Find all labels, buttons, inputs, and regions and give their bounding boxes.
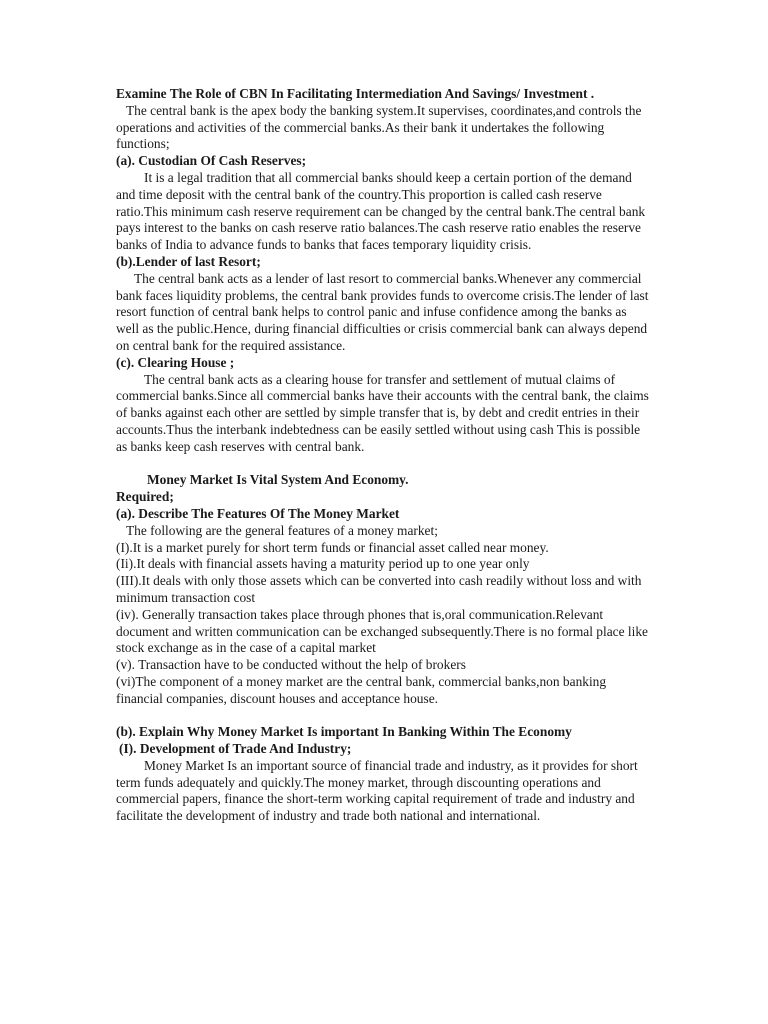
- section-c-text: The central bank acts as a clearing house for transfer and settlement of mutual claims of commercial banks.Since all commercial banks have their accounts with the central bank, the claims of banks against each other are settled by simple transfer that is, by debt and credit entries in their accounts.Thus the interbank indebtedness can be easily settled without using cash This is possible as banks keep cash reserves with central bank.: [116, 371, 649, 454]
- spacer: [116, 707, 651, 724]
- section-a-heading: (a). Custodian Of Cash Reserves;: [116, 153, 307, 169]
- section-c-heading: (c). Clearing House ;: [116, 354, 235, 370]
- section-b-text: The central bank acts as a lender of last resort to commercial banks.Whenever any commercial bank faces liquidity problems, the central bank provides funds to overcome crisis.The lender of last resort function of central bank helps to control panic and infuse confidence among the banks as well as the public.Hence, during financial difficulties or crisis commercial bank can always depend on central bank for the required assistance.: [116, 270, 649, 353]
- feature-item: (I).It is a market purely for short term funds or financial asset called near money.: [116, 539, 549, 555]
- part-a-intro: The following are the general features of a money market;: [126, 522, 438, 538]
- feature-item: (iv). Generally transaction takes place through phones that is,oral communication.Relevant document and written communication can be exchanged subsequently.There is no formal place like stock exchange as in the case of a capital market: [116, 606, 648, 656]
- feature-item: (III).It deals with only those assets which can be converted into cash readily without loss and with minimum transaction cost: [116, 573, 642, 605]
- part-b-heading: (b). Explain Why Money Market Is important In Banking Within The Economy: [116, 724, 572, 740]
- part-b-text: Money Market Is an important source of financial trade and industry, as it provides for short term funds adequately and quickly.The money market, through discounting operations and commercial papers, finance the short-term working capital requirement of trade and industry and facilitate the development of industry and trade both national and international.: [116, 757, 638, 824]
- required-label: Required;: [116, 489, 174, 505]
- document-page: [116, 86, 651, 825]
- intro-paragraph: The central bank is the apex body the banking system.It supervises, coordinates,and controls the operations and activities of the commercial banks.As their bank it undertakes the following functions;: [116, 102, 642, 152]
- feature-item: (v). Transaction have to be conducted without the help of brokers: [116, 657, 466, 673]
- spacer: [116, 456, 651, 473]
- feature-item: (vi)The component of a money market are the central bank, commercial banks,non banking financial companies, discount houses and acceptance house.: [116, 673, 607, 706]
- section-b-heading: (b).Lender of last Resort;: [116, 253, 261, 269]
- part-a-heading: (a). Describe The Features Of The Money Market: [116, 505, 400, 521]
- part-b-sub-heading: (I). Development of Trade And Industry;: [119, 741, 352, 757]
- money-market-heading: Money Market Is Vital System And Economy.: [147, 472, 409, 488]
- section-a-text: It is a legal tradition that all commercial banks should keep a certain portion of the demand and time deposit with the central bank of the country.This proportion is called cash reserve ratio.This minimum cash reserve requirement can be changed by the central bank.The central bank pays interest to the banks on cash reserve ratio balances.The cash reserve ratio enables the reserve banks of India to advance funds to banks that faces temporary liquidity crisis.: [116, 169, 646, 253]
- document-title: Examine The Role of CBN In Facilitating Intermediation And Savings/ Investment .: [116, 86, 595, 101]
- feature-item: (Ii).It deals with financial assets having a maturity period up to one year only: [116, 556, 530, 572]
